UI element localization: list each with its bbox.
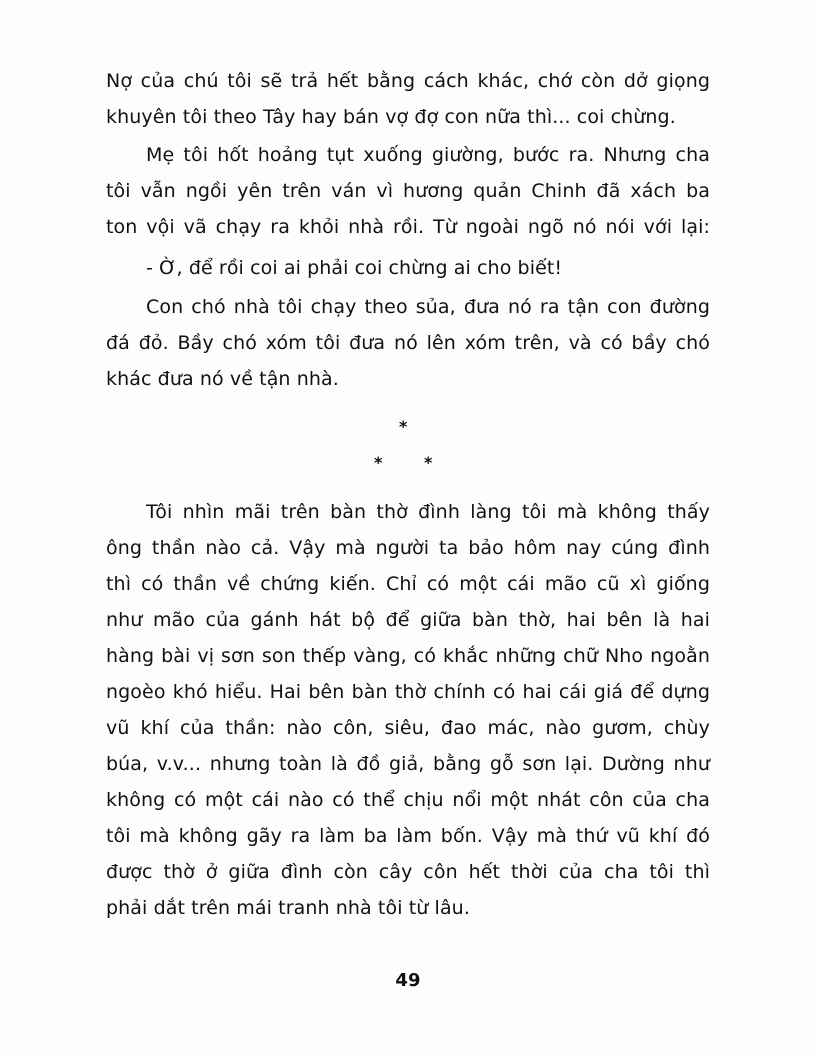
paragraph-line: được thờ ở giữa đình còn cây côn hết thời của cha tôi thì <box>106 861 710 883</box>
page-number: 49 <box>395 970 421 991</box>
paragraph-line: búa, v.v... nhưng toàn là đồ giả, bằng gỗ sơn lại. Dường như <box>106 753 710 775</box>
paragraph-line: phải dắt trên mái tranh nhà tôi từ lâu. <box>106 897 470 919</box>
paragraph-line: khác đưa nó về tận nhà. <box>106 368 339 390</box>
paragraph-line: vũ khí của thần: nào côn, siêu, đao mác, nào gươm, chùy <box>106 717 710 739</box>
section-separator <box>0 413 816 473</box>
paragraph-5 <box>106 494 710 926</box>
separator-star-right: * <box>424 453 433 472</box>
paragraph-line: như mão của gánh hát bộ để giữa bàn thờ, hai bên là hai <box>106 609 710 631</box>
paragraph-2 <box>106 137 710 245</box>
paragraph-line: Nợ của chú tôi sẽ trả hết bằng cách khác, chớ còn dở giọng <box>106 70 710 92</box>
paragraph-line: ông thần nào cả. Vậy mà người ta bảo hôm nay cúng đình <box>106 537 710 559</box>
paragraph-line: không có một cái nào có thể chịu nổi một nhát côn của cha <box>106 789 710 811</box>
separator-star-left: * <box>374 453 383 472</box>
paragraph-1 <box>106 63 710 135</box>
paragraph-line: Con chó nhà tôi chạy theo sủa, đưa nó ra tận con đường <box>146 296 710 318</box>
paragraph-line: hàng bài vị sơn son thếp vàng, có khắc những chữ Nho ngoằn <box>106 645 710 667</box>
separator-star-top: * <box>399 417 408 436</box>
paragraph-4 <box>106 289 710 397</box>
paragraph-line: ton vội vã chạy ra khỏi nhà rồi. Từ ngoài ngõ nó nói với lại: <box>106 216 710 238</box>
paragraph-line: tôi mà không gãy ra làm ba làm bốn. Vậy mà thứ vũ khí đó <box>106 825 710 847</box>
paragraph-line: đá đỏ. Bầy chó xóm tôi đưa nó lên xóm trên, và có bầy chó <box>106 332 710 354</box>
dialogue-line: - Ờ, để rồi coi ai phải coi chừng ai cho biết! <box>146 257 563 279</box>
paragraph-line: tôi vẫn ngồi yên trên ván vì hương quản Chinh đã xách ba <box>106 180 710 202</box>
paragraph-3-dialogue <box>106 250 710 286</box>
paragraph-line: Mẹ tôi hốt hoảng tụt xuống giường, bước ra. Nhưng cha <box>146 144 710 166</box>
paragraph-line: Tôi nhìn mãi trên bàn thờ đình làng tôi mà không thấy <box>146 501 710 523</box>
paragraph-line: thì có thần về chứng kiến. Chỉ có một cái mão cũ xì giống <box>106 573 710 595</box>
paragraph-line: ngoèo khó hiểu. Hai bên bàn thờ chính có hai cái giá để dựng <box>106 681 710 703</box>
paragraph-line: khuyên tôi theo Tây hay bán vợ đợ con nữa thì... coi chừng. <box>106 106 676 128</box>
